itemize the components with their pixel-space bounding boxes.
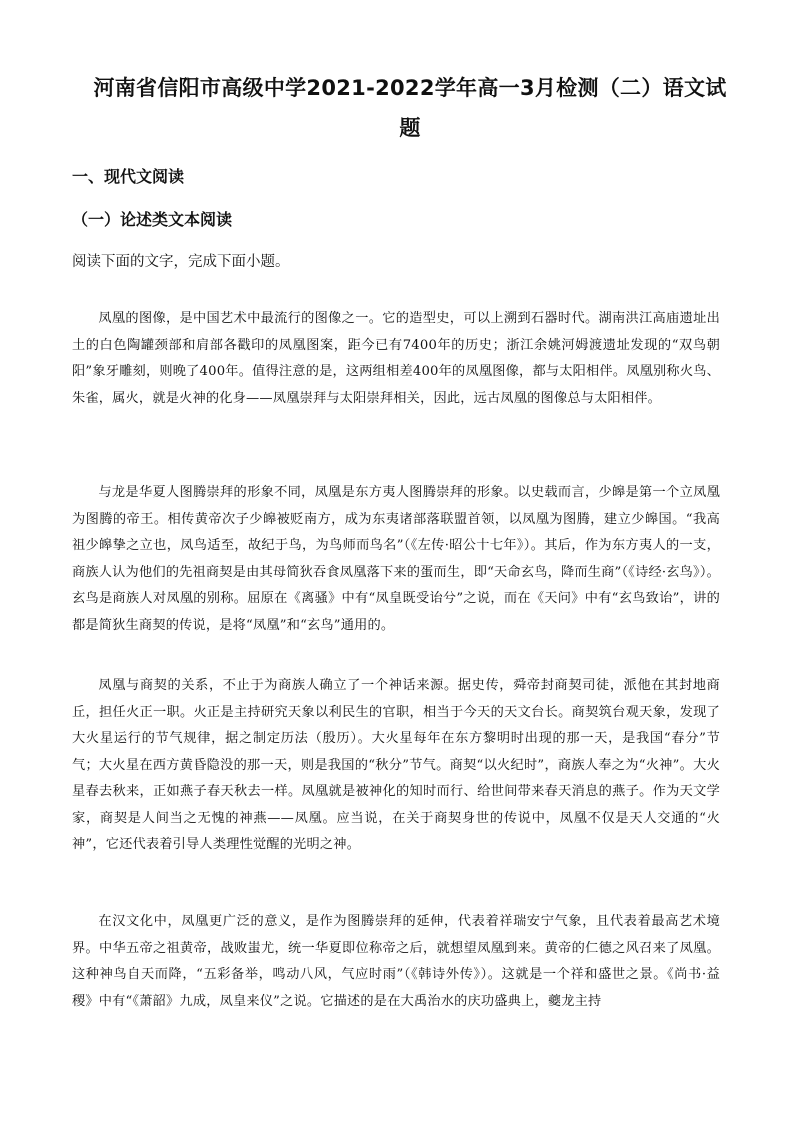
paragraph-1: 凤凰的图像，是中国艺术中最流行的图像之一。它的造型史，可以上溯到石器时代。湖南洪江高庙遗址出土的白色陶罐颈部和肩部各戳印的凤凰图案，距今已有7400年的历史；浙江余姚河姆渡遗址发现的“双鸟朝阳”象牙雕刻，则晚了400年。值得注意的是，这两组相差400年的凤凰图像，都与太阳相伴。凤凰别称火鸟、朱雀，属火，就是火神的化身——凤凰崇拜与太阳崇拜相关，因此，远古凤凰的图像总与太阳相伴。 — [72, 311, 720, 406]
paragraph-4: 在汉文化中，凤凰更广泛的意义，是作为图腾崇拜的延伸，代表着祥瑞安宁气象，且代表着最高艺术境界。中华五帝之祖黄帝，战败蚩尤，统一华夏即位称帝之后，就想望凤凰到来。黄帝的仁德之风召来了凤凰。这种神鸟自天而降，“五彩备举，鸣动八风，气应时雨”（《韩诗外传》）。这就是一个祥和盛世之景。《尚书·益稷》中有“《萧韶》九成，凤皇来仪”之说。它描述的是在大禹治水的庆功盛典上，夔龙主持 — [72, 914, 720, 1009]
document-title: 河南省信阳市高级中学2021-2022学年高一3月检测（二）语文试题 — [93, 76, 727, 140]
paragraph-3: 凤凰与商契的关系，不止于为商族人确立了一个神话来源。据史传，舜帝封商契司徒，派他在其封地商丘，担任火正一职。火正是主持研究天象以利民生的官职，相当于今天的天文台长。商契筑台观天象，发现了大火星运行的节气规律，据之制定历法（殷历）。大火星每年在东方黎明时出现的那一天，是我国“春分”节气；大火星在西方黄昏隐没的那一天，则是我国的“秋分”节气。商契“以火纪时”，商族人奉之为“火神”。大火星春去秋来，正如燕子春天秋去一样。凤凰就是被神化的知时而行、给世间带来春天消息的燕子。作为天文学家，商契是人间当之无愧的神燕——凤凰。应当说，在关于商契身世的传说中，凤凰不仅是天人交通的“火神”，它还代表着引导人类理性觉醒的光明之神。 — [72, 678, 720, 853]
subsection-heading: （一）论述类文本阅读 — [72, 210, 233, 229]
paragraph-2: 与龙是华夏人图腾崇拜的形象不同，凤凰是东方夷人图腾崇拜的形象。以史载而言，少皞是第一个立凤凰为图腾的帝王。相传黄帝次子少皞被贬南方，成为东夷诸部落联盟首领，以凤凰为图腾，建立少皞国。“我高祖少皞挚之立也，凤鸟适至，故纪于鸟，为鸟师而鸟名”（《左传·昭公十七年》）。其后，作为东方夷人的一支，商族人认为他们的先祖商契是由其母简狄吞食凤凰落下来的蛋而生，即“天命玄鸟，降而生商”（《诗经·玄鸟》）。玄鸟是商族人对凤凰的别称。屈原在《离骚》中有“凤皇既受诒兮”之说，而在《天问》中有“玄鸟致诒”，讲的都是简狄生商契的传说，是将“凤凰”和“玄鸟”通用的。 — [72, 485, 720, 633]
reading-instruction: 阅读下面的文字，完成下面小题。 — [72, 254, 290, 270]
section-heading: 一、现代文阅读 — [72, 167, 185, 186]
